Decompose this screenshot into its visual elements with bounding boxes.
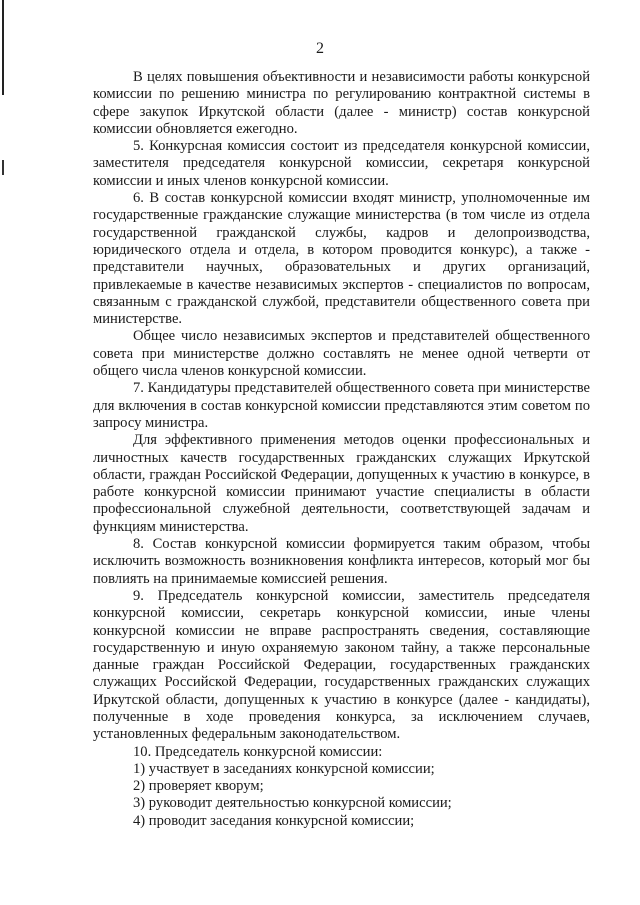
- paragraph-7: 7. Кандидатуры представителей общественного совета при министерстве для включения в состав конкурсной комиссии представляются этим советом по запросу министра.: [93, 380, 590, 431]
- paragraph-commission-renewal: В целях повышения объективности и независимости работы конкурсной комиссии по решению министра по регулированию контрактной системы в сфере закупок Иркутской области (далее - министр) состав конкурсной комиссии обновляется ежегодно.: [93, 69, 590, 137]
- paragraph-8: 8. Состав конкурсной комиссии формируется таким образом, чтобы исключить возможность возникновения конфликта интересов, который мог бы повлиять на принимаемые комиссией решения.: [93, 536, 590, 587]
- list-item: 4) проводит заседания конкурсной комиссии;: [133, 812, 415, 829]
- paragraph-6: 6. В состав конкурсной комиссии входят министр, уполномоченные им государственные гражданские служащие министерства (в том числе из отдела государственной гражданской службы, кадров и делопроизводства, юридического отдела и отдела, в котором проводится конкурс), а также - представители научных, образовательных и других организаций, привлекаемые в качестве независимых экспертов - специалистов по вопросам, связанным с гражданской службой, представители общественного совета при министерстве.: [93, 190, 590, 328]
- scan-edge-mark: [2, 0, 4, 905]
- paragraph-10-heading: 10. Председатель конкурсной комиссии:: [133, 743, 383, 760]
- list-item: 1) участвует в заседаниях конкурсной комиссии;: [133, 760, 435, 777]
- list-item: 2) проверяет кворум;: [133, 778, 264, 795]
- paragraph-5: 5. Конкурсная комиссия состоит из председателя конкурсной комиссии, заместителя председателя конкурсной комиссии, секретаря конкурсной комиссии и иных членов конкурсной комиссии.: [93, 138, 590, 189]
- document-body: [93, 69, 590, 830]
- paragraph-experts-share: Общее число независимых экспертов и представителей общественного совета при министерстве должно составлять не менее одной четверти от общего числа членов конкурсной комиссии.: [93, 328, 590, 380]
- paragraph-9: 9. Председатель конкурсной комиссии, заместитель председателя конкурсной комиссии, секретарь конкурсной комиссии, иные члены конкурсной комиссии не вправе распространять сведения, составляющие государственную и иную охраняемую законом тайну, а также персональные данные граждан Российской Федерации, государственных гражданских служащих Российской Федерации, государственных гражданских служащих Иркутской области, допущенных к участию в конкурсе (далее - кандидаты), полученные в ходе проведения конкурса, за исключением случаев, установленных федеральным законодательством.: [93, 587, 590, 743]
- list-item: 3) руководит деятельностью конкурсной комиссии;: [133, 795, 452, 812]
- page-number: 2: [316, 40, 324, 57]
- paragraph-specialists: Для эффективного применения методов оценки профессиональных и личностных качеств государственных гражданских служащих Иркутской области, граждан Российской Федерации, допущенных к участию в конкурсе, в работе конкурсной комиссии принимают участие специалисты в области профессиональной служебной деятельности, соответствующей задачам и функциям министерства.: [93, 432, 590, 535]
